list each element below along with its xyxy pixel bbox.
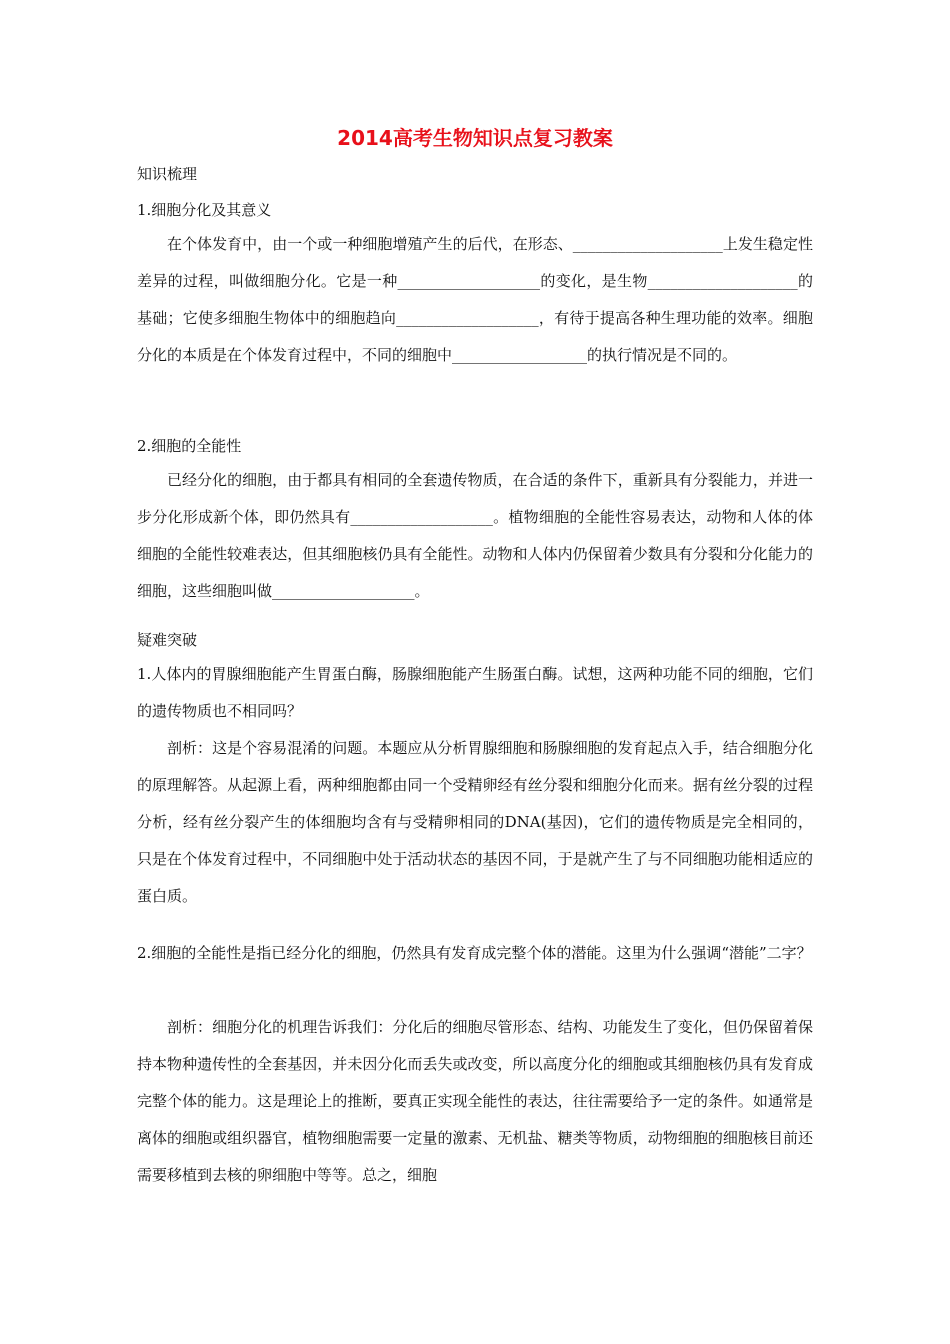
item1-heading: 1.细胞分化及其意义 xyxy=(137,201,272,219)
section-heading-knowledge: 知识梳理 xyxy=(137,165,198,183)
item2-heading: 2.细胞的全能性 xyxy=(137,437,242,455)
question-2: 2.细胞的全能性是指已经分化的细胞，仍然具有发育成完整个体的潜能。这里为什么强调“潜能”二字？ xyxy=(137,944,812,962)
answer-2: 剖析：细胞分化的机理告诉我们：分化后的细胞尽管形态、结构、功能发生了变化，但仍保留着保持本物种遗传性的全套基因，并未因分化而丢失或改变，所以高度分化的细胞或其细胞核仍具有发育成完整个体的能力。这是理论上的推断，要真正实现全能性的表达，往往需要给予一定的条件。如通常是离体的细胞或组织器官，植物细胞需要一定量的激素、无机盐、糖类等物质，动物细胞的细胞核目前还需要移植到去核的卵细胞中等等。总之，细胞 xyxy=(137,1018,813,1184)
item1-paragraph: 在个体发育中，由一个或一种细胞增殖产生的后代，在形态、____________________上发生稳定性差异的过程，叫做细胞分化。它是一种___________________的变化，是生物____________________的基础；它使多细胞生物体中的细胞趋向___________________，有待于提高各种生理功能的效率。细胞分化的本质是在个体发育过程中，不同的细胞中__________________的执行情况是不同的。 xyxy=(137,235,813,364)
answer-1: 剖析：这是个容易混淆的问题。本题应从分析胃腺细胞和肠腺细胞的发育起点入手，结合细胞分化的原理解答。从起源上看，两种细胞都由同一个受精卵经有丝分裂和细胞分化而来。据有丝分裂的过程分析，经有丝分裂产生的体细胞均含有与受精卵相同的DNA(基因)，它们的遗传物质是完全相同的，只是在个体发育过程中，不同细胞中处于活动状态的基因不同，于是就产生了与不同细胞功能相适应的蛋白质。 xyxy=(137,739,813,905)
section-heading-difficulties: 疑难突破 xyxy=(137,631,198,649)
question-1: 1.人体内的胃腺细胞能产生胃蛋白酶，肠腺细胞能产生肠蛋白酶。试想，这两种功能不同的细胞，它们的遗传物质也不相同吗？ xyxy=(137,665,813,720)
page-title: 2014高考生物知识点复习教案 xyxy=(337,126,613,150)
item2-paragraph: 已经分化的细胞，由于都具有相同的全套遗传物质，在合适的条件下，重新具有分裂能力，并进一步分化形成新个体，即仍然具有___________________。植物细胞的全能性容易表达，动物和人体的体细胞的全能性较难表达，但其细胞核仍具有全能性。动物和人体内仍保留着少数具有分裂和分化能力的细胞，这些细胞叫做___________________。 xyxy=(137,471,813,600)
